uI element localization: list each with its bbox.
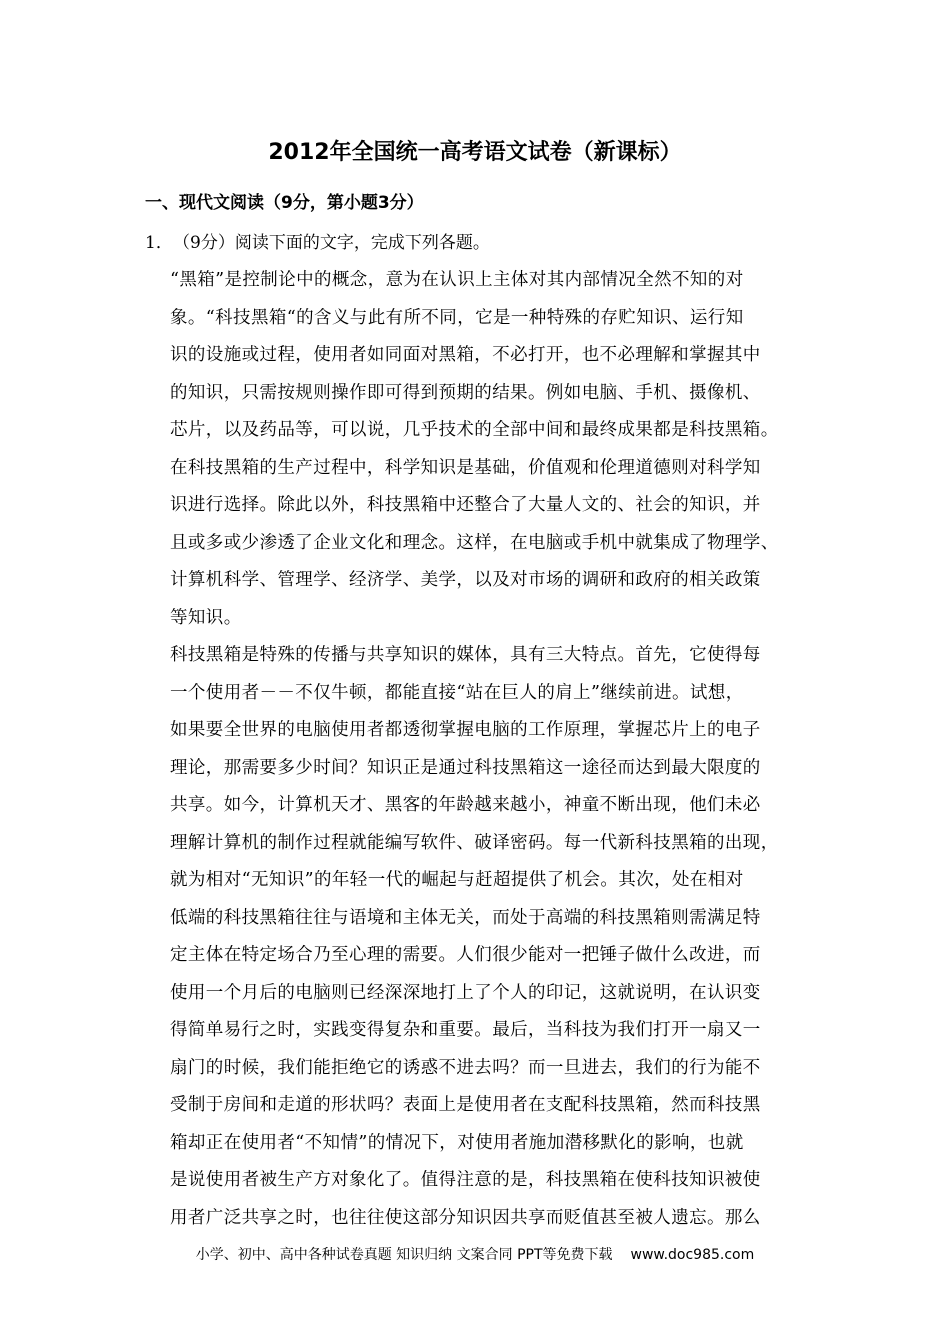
passage-line: 一个使用者－－不仅牛顿，都能直接“站在巨人的肩上”继续前进。试想， <box>170 682 744 703</box>
passage-line: 识的设施或过程，使用者如同面对黑箱，不必打开，也不必理解和掌握其中 <box>170 345 761 365</box>
question-prompt <box>145 228 490 253</box>
passage-line: 科技黑箱是特殊的传播与共享知识的媒体，具有三大特点。首先，它使得每 <box>170 645 761 665</box>
passage-line: 理论，那需要多少时间？知识正是通过科技黑箱这一途径而达到最大限度的 <box>170 757 761 778</box>
passage-line: 且或多或少渗透了企业文化和理念。这样，在电脑或手机中就集成了物理学、 <box>170 532 779 553</box>
passage-line: 就为相对“无知识”的年轻一代的崛起与赶超提供了机会。其次，处在相对 <box>170 870 744 890</box>
passage-line: 象。“科技黑箱“的含义与此有所不同，它是一种特殊的存贮知识、运行知 <box>170 307 744 328</box>
passage-line: 在科技黑箱的生产过程中，科学知识是基础，价值观和伦理道德则对科学知 <box>170 457 761 478</box>
passage-line: 识进行选择。除此以外，科技黑箱中还整合了大量人文的、社会的知识，并 <box>170 495 761 515</box>
passage-line: 定主体在特定场合乃至心理的需要。人们很少能对一把锤子做什么改进，而 <box>170 945 761 965</box>
passage-line: “黑箱”是控制论中的概念，意为在认识上主体对其内部情况全然不知的对 <box>170 270 744 290</box>
passage-line: 箱却正在使用者“不知情”的情况下，对使用者施加潜移默化的影响，也就 <box>170 1132 744 1153</box>
passage-line: 的知识，只需按规则操作即可得到预期的结果。例如电脑、手机、摄像机、 <box>170 382 761 403</box>
passage-line: 扇门的时候，我们能拒绝它的诱惑不进去吗？而一旦进去，我们的行为能不 <box>170 1057 761 1078</box>
passage-line: 等知识。 <box>170 607 242 628</box>
passage-line: 计算机科学、管理学、经济学、美学，以及对市场的调研和政府的相关政策 <box>170 570 761 590</box>
passage-line: 用者广泛共享之时，也往往使这部分知识因共享而贬值甚至被人遗忘。那么 <box>170 1207 761 1228</box>
question-number: 1． <box>145 233 173 253</box>
reading-passage <box>170 262 830 1237</box>
passage-line: 如果要全世界的电脑使用者都透彻掌握电脑的工作原理，掌握芯片上的电子 <box>170 720 761 740</box>
footer-text: 小学、初中、高中各种试卷真题 知识归纳 文案合同 PPT等免费下载 <box>195 1247 613 1263</box>
footer-url[interactable]: www.doc985.com <box>630 1247 755 1263</box>
passage-line: 是说使用者被生产方对象化了。值得注意的是，科技黑箱在使科技知识被使 <box>170 1170 761 1190</box>
page-title: 2012年全国统一高考语文试卷（新课标） <box>268 140 682 165</box>
question-text: （9分）阅读下面的文字，完成下列各题。 <box>173 233 490 253</box>
passage-line: 共享。如今，计算机天才、黑客的年龄越来越小，神童不断出现，他们未必 <box>170 795 761 815</box>
passage-line: 使用一个月后的电脑则已经深深地打上了个人的印记，这就说明，在认识变 <box>170 982 761 1003</box>
page-footer <box>0 1244 950 1264</box>
passage-line: 受制于房间和走道的形状吗？表面上是使用者在支配科技黑箱，然而科技黑 <box>170 1095 761 1115</box>
passage-line: 得简单易行之时，实践变得复杂和重要。最后，当科技为我们打开一扇又一 <box>170 1020 761 1040</box>
passage-line: 理解计算机的制作过程就能编写软件、破译密码。每一代新科技黑箱的出现， <box>170 832 779 853</box>
passage-line: 低端的科技黑箱往往与语境和主体无关，而处于高端的科技黑箱则需满足特 <box>170 907 761 928</box>
passage-line: 芯片，以及药品等，可以说，几乎技术的全部中间和最终成果都是科技黑箱。 <box>170 420 779 440</box>
section-heading: 一、现代文阅读（9分，第小题3分） <box>145 193 424 213</box>
